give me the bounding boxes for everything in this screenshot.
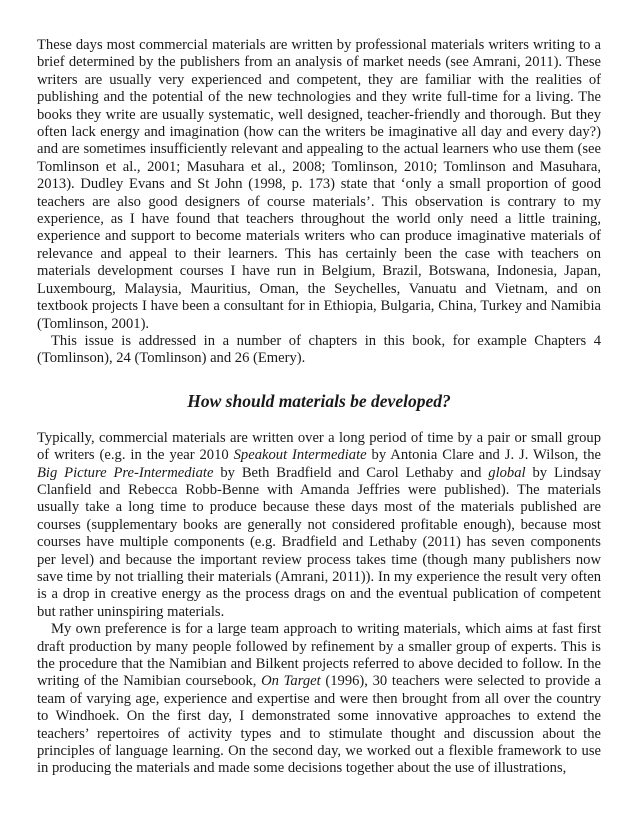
paragraph: [37, 430, 601, 621]
text-run: by Antonia Clare and J. J. Wilson, the: [366, 447, 601, 464]
text-run: My own preference is for a large team approach to writing materials, which aims at fast first draft production by many people followed by refinement by a smaller group of experts. This is the procedure that the Namibian and Bilkent projects referred to above decided to follow. In the writing of the Namibian coursebook,: [37, 621, 601, 690]
book-title: global: [488, 464, 526, 481]
section-heading: How should materials be developed?: [187, 390, 451, 411]
text-run: by Beth Bradfield and Carol Lethaby and: [213, 464, 489, 481]
document-page: [37, 37, 601, 778]
text-run: Typically, commercial materials are written over a long period of time by a pair or small group of writers (e.g. in the year 2010: [37, 429, 601, 464]
text-run: (1996), 30 teachers were selected to provide a team of varying age, experience and expertise and were then brought from all over the country to Windhoek. On the first day, I demonstrated some innovative approaches to extend the teachers’ repertoires of activity types and to stimulate thought and discussion about the principles of language learning. On the second day, we worked out a flexible framework to use in producing the materials and made some decisions together about the use of illustrations,: [37, 673, 601, 777]
paragraph: [37, 621, 601, 778]
text-run: by Lindsay Clanfield and Rebecca Robb-Benne with Amanda Jeffries were published). The materials usually take a long time to produce because these days most of the materials published are courses (supplementary books are generally not considered profitable enough), because most courses have multiple components (e.g. Bradfield and Lethaby (2011) has seven components per level) and because the important review process takes time (though many publishers now save time by not trialling their materials (Amrani, 2011)). In my experience the result very often is a drop in creative energy as the process drags on and the eventual publication of competent but rather uninspiring materials.: [37, 464, 601, 620]
book-title: On Target: [261, 673, 321, 690]
paragraph: This issue is addressed in a number of chapters in this book, for example Chapters 4 (Tomlinson), 24 (Tomlinson) and 26 (Emery).: [37, 332, 601, 367]
book-title: Big Picture Pre-Intermediate: [37, 464, 214, 481]
book-title: Speakout Intermediate: [233, 447, 367, 464]
paragraph: These days most commercial materials are written by professional materials writers writing to a brief determined by the publishers from an analysis of market needs (see Amrani, 2011). These writers are usually very experienced and competent, they are familiar with the realities of publishing and the potential of the new technologies and they write full-time for a living. The books they write are usually systematic, well designed, teacher-friendly and thorough. But they often lack energy and imagination (how can the writers be imaginative all day and every day?) and are sometimes insufficiently relevant and appealing to the actual learners who use them (see Tomlinson et al., 2001; Masuhara et al., 2008; Tomlinson, 2010; Tomlinson and Masuhara, 2013). Dudley Evans and St John (1998, p. 173) state that ‘only a small proportion of good teachers are also good designers of course materials’. This observation is contrary to my experience, as I have found that teachers throughout the world only need a little training, experience and support to become materials writers who can produce imaginative materials of relevance and appeal to their learners. This has certainly been the case with teachers on materials development courses I have run in Belgium, Brazil, Botswana, Indonesia, Japan, Luxembourg, Malaysia, Mauritius, Oman, the Seychelles, Vanuatu and Vietnam, and on textbook projects I have been a consultant for in Ethiopia, Bulgaria, China, Turkey and Namibia (Tomlinson, 2001).: [37, 37, 601, 332]
